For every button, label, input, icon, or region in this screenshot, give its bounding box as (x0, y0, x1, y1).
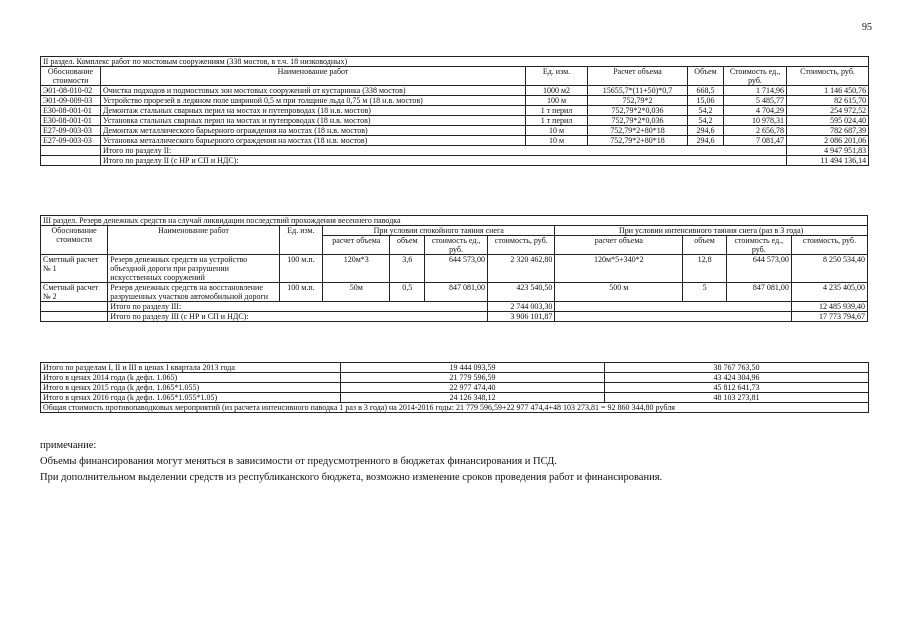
cell-basis: Сметный расчет № 2 (41, 283, 108, 302)
section-2-total-value: 4 947 951,83 (787, 146, 869, 156)
section-2-title: II раздел. Комплекс работ по мостовым сооружениям (338 мостов, в т.ч. 18 низководных) (41, 57, 869, 67)
section-2-total-label: Итого по разделу II: (101, 146, 787, 156)
section-3-table (40, 215, 868, 322)
cell-unit: 100 м (526, 96, 588, 106)
cell-unit-cost: 4 704,29 (724, 106, 787, 116)
cell-unit-cost-2: 847 081,00 (726, 283, 791, 302)
cell-unit-cost: 5 485,77 (724, 96, 787, 106)
header-cost: стоимость, руб. (488, 236, 555, 255)
header-calc: Расчет объема (588, 67, 688, 86)
table-row (41, 136, 869, 146)
table-row (41, 86, 869, 96)
cell-volume-2: 5 (683, 283, 726, 302)
cell-unit-cost: 644 573,00 (425, 255, 488, 283)
cell-basis: Е27-09-003-03 (41, 126, 101, 136)
cell-unit: 10 м (526, 126, 588, 136)
header-calm-melting: При условии спокойного таяния снега (323, 226, 555, 236)
cell-unit-cost: 2 656,78 (724, 126, 787, 136)
header-unit: Ед. изм. (279, 226, 322, 255)
header-calc: расчет объема (323, 236, 390, 255)
notes (40, 438, 880, 486)
notes-line-2: При дополнительном выделении средств из республиканского бюджета, возможно изменение сроков проведения работ и финансирования. (40, 472, 663, 483)
section-2-table (40, 56, 869, 166)
cell-unit-cost: 847 081,00 (425, 283, 488, 302)
cell-calc: 15655,7*(11+50)*0,7 (588, 86, 688, 96)
cell-unit-cost-2: 644 573,00 (726, 255, 791, 283)
cell-calc: 752,79*2+80*18 (588, 136, 688, 146)
cell-calc: 752,79*2+80*18 (588, 126, 688, 136)
section-3-total-value: 2 744 003,30 (488, 302, 555, 312)
cell-volume: 15,06 (688, 96, 724, 106)
table-row (41, 96, 869, 106)
summary-calm: 24 126 348,12 (341, 393, 605, 403)
cell-basis: Е30-08-001-01 (41, 106, 101, 116)
cell-cost: 2 086 201,06 (787, 136, 869, 146)
section-2-total-vat-label: Итого по разделу II (с НР и СП и НДС): (101, 156, 787, 166)
cell-cost: 82 615,70 (787, 96, 869, 106)
header-cost-2: стоимость, руб. (791, 236, 867, 255)
section-3-total-label: Итого по разделу III: (108, 302, 488, 312)
summary-intense: 43 424 304,96 (605, 373, 869, 383)
page-number: 95 (862, 22, 872, 33)
cell-basis: Э01-09-009-03 (41, 96, 101, 106)
cell-calc: 752,79*2*0,036 (588, 106, 688, 116)
cell-name: Резерв денежных средств на устройство объездной дороги при разрушении искусственных сооружений (108, 255, 279, 283)
header-cost: Стоимость, руб. (787, 67, 869, 86)
header-volume: объем (390, 236, 425, 255)
cell-cost: 595 024,40 (787, 116, 869, 126)
summary-label: Итого в ценах 2015 года (k дефл. 1.065*1.055) (41, 383, 341, 393)
cell-unit: 100 м.п. (279, 255, 322, 283)
cell-name: Демонтаж стальных сварных перил на мостах и путепроводах (18 н.в. мостов) (101, 106, 526, 116)
section-3-total-vat-label: Итого по разделу III (с НР и СП и НДС): (108, 312, 488, 322)
cell-volume: 54,2 (688, 116, 724, 126)
table-row (41, 383, 869, 393)
cell-cost: 254 972,52 (787, 106, 869, 116)
summary-table (40, 362, 869, 413)
cell-name: Устройство прорезей в ледяном поле шириной 0,5 м при толщине льда 0,75 м (18 н.в. мостов) (101, 96, 526, 106)
header-calc-2: расчет объема (555, 236, 683, 255)
cell-unit-cost: 10 978,31 (724, 116, 787, 126)
cell-unit: 1000 м2 (526, 86, 588, 96)
header-volume: Объем (688, 67, 724, 86)
summary-calm: 21 779 596,59 (341, 373, 605, 383)
cell-cost: 1 146 450,76 (787, 86, 869, 96)
cell-basis: Сметный расчет № 1 (41, 255, 108, 283)
section-3-title: III раздел. Резерв денежных средств на случай ликвидации последствий прохождения весеннего паводка (41, 216, 868, 226)
cell-unit: 1 т перил (526, 106, 588, 116)
notes-line-1: Объемы финансирования могут меняться в зависимости от предусмотренного в бюджетах финансирования и ПСД. (40, 456, 557, 467)
cell-basis: Э01-08-010-02 (41, 86, 101, 96)
cell-calc: 752,79*2*0,036 (588, 116, 688, 126)
cell-unit: 10 м (526, 136, 588, 146)
header-volume-2: объем (683, 236, 726, 255)
cell-volume: 0,5 (390, 283, 425, 302)
cell-name: Установка стальных сварных перил на мостах и путепроводах (18 н.в. мостов) (101, 116, 526, 126)
summary-calm: 22 977 474,40 (341, 383, 605, 393)
cell-name: Установка металлического барьерного ограждения на мостах (18 н.в. мостов) (101, 136, 526, 146)
cell-volume: 294,6 (688, 136, 724, 146)
table-row (41, 106, 869, 116)
cell-unit: 1 т перил (526, 116, 588, 126)
summary-intense: 48 103 273,81 (605, 393, 869, 403)
cell-cost: 782 687,39 (787, 126, 869, 136)
cell-volume: 668,5 (688, 86, 724, 96)
table-row (41, 255, 868, 283)
summary-label: Итого в ценах 2014 года (k дефл. 1.065) (41, 373, 341, 383)
section-2-total-vat-value: 11 494 136,14 (787, 156, 869, 166)
notes-heading: примечание: (40, 440, 97, 451)
cell-unit-cost: 1 714,96 (724, 86, 787, 96)
cell-basis: Е27-09-003-03 (41, 136, 101, 146)
cell-calc-2: 120м*5+340*2 (555, 255, 683, 283)
cell-basis: Е30-08-001-01 (41, 116, 101, 126)
cell-cost-2: 8 250 534,40 (791, 255, 867, 283)
cell-unit-cost: 7 081,47 (724, 136, 787, 146)
cell-name: Резерв денежных средств на восстановление разрушенных участков автомобильной дороги (108, 283, 279, 302)
header-basis: Обоснование стоимости (41, 67, 101, 86)
summary-intense: 45 812 641,73 (605, 383, 869, 393)
table-row (41, 363, 869, 373)
header-unit-cost: Стоимость ед., руб. (724, 67, 787, 86)
cell-volume-2: 12,8 (683, 255, 726, 283)
table-row (41, 373, 869, 383)
header-unit: Ед. изм. (526, 67, 588, 86)
cell-cost: 2 320 462,80 (488, 255, 555, 283)
summary-label: Итого в ценах 2016 года (k дефл. 1.065*1.055*1.05) (41, 393, 341, 403)
cell-volume: 3,6 (390, 255, 425, 283)
cell-calc-2: 500 м (555, 283, 683, 302)
table-row (41, 126, 869, 136)
summary-calm: 19 444 093,59 (341, 363, 605, 373)
table-row (41, 393, 869, 403)
header-unit-cost: стоимость ед., руб. (425, 236, 488, 255)
summary-intense: 38 767 763,50 (605, 363, 869, 373)
grand-total: Общая стоимость противопаводковых мероприятий (из расчета интенсивного паводка 1 раз в 3 года) на 2014-2016 годы: 21 779 596,59+22 977 474,4+48 103 273,81 = 92 860 344,80 рубля (41, 403, 869, 413)
section-3-total-vat-value: 3 906 101,87 (488, 312, 555, 322)
table-row (41, 283, 868, 302)
header-unit-cost-2: стоимость ед., руб. (726, 236, 791, 255)
cell-volume: 294,6 (688, 126, 724, 136)
cell-cost: 423 540,50 (488, 283, 555, 302)
section-3-total-vat-value-2: 17 773 794,67 (791, 312, 867, 322)
cell-unit: 100 м.п. (279, 283, 322, 302)
header-basis: Обоснование стоимости (41, 226, 108, 255)
cell-cost-2: 4 235 405,00 (791, 283, 867, 302)
cell-name: Демонтаж металлического барьерного ограждения на мостах (18 н.в. мостов) (101, 126, 526, 136)
header-intense-melting: При условии интенсивного таяния снега (раз в 3 года) (555, 226, 868, 236)
header-name: Наименование работ (108, 226, 279, 255)
cell-calc: 50м (323, 283, 390, 302)
header-name: Наименование работ (101, 67, 526, 86)
cell-volume: 54,2 (688, 106, 724, 116)
cell-calc: 120м*3 (323, 255, 390, 283)
section-3-total-value-2: 12 485 939,40 (791, 302, 867, 312)
table-row (41, 116, 869, 126)
cell-name: Очистка подходов и подмостовых зон мостовых сооружений от кустарника (338 мостов) (101, 86, 526, 96)
cell-calc: 752,79*2 (588, 96, 688, 106)
summary-label: Итого по разделам I, II и III в ценах I квартала 2013 года (41, 363, 341, 373)
